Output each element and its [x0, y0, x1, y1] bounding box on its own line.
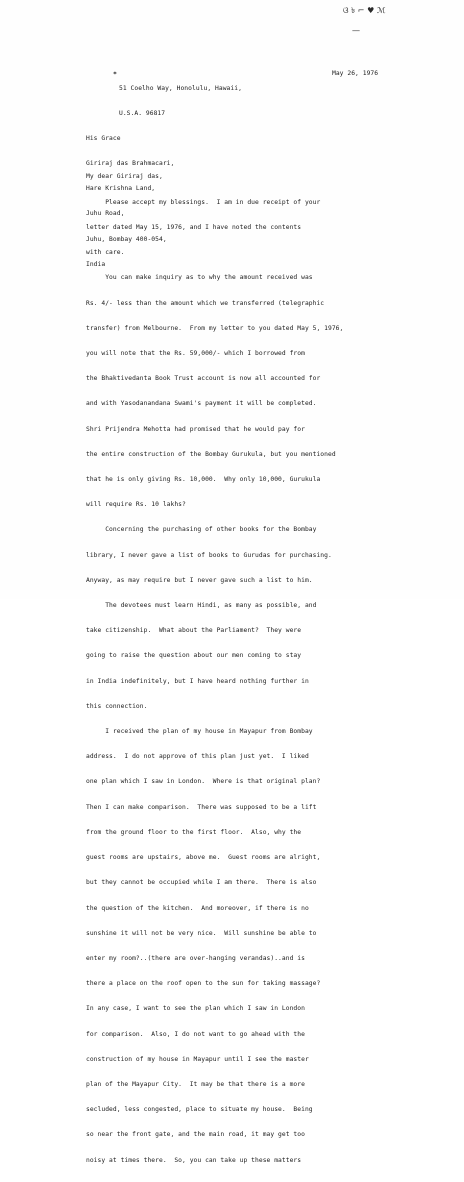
- body-line: address. I do not approve of this plan just yet. I liked: [86, 753, 309, 761]
- body-line: in India indefinitely, but I have heard nothing further in: [86, 677, 309, 685]
- body-line: you will note that the Rs. 59,000/- which I borrowed from: [86, 350, 305, 358]
- body-line: noisy at times there. So, you can take up these matters: [86, 1156, 302, 1164]
- recipient-line: Juhu, Bombay 400-054,: [86, 235, 167, 243]
- body-line: with care.: [86, 249, 125, 257]
- body-line: Rs. 4/- less than the amount which we transferred (telegraphic: [86, 299, 325, 307]
- recipient-line: Juhu Road,: [86, 210, 125, 218]
- body-line: Shri Prijendra Mehotta had promised that he would pay for: [86, 425, 305, 433]
- body-line: plan of the Mayapur City. It may be that there is a more: [86, 1080, 305, 1088]
- recipient-line: Giriraj das Brahmacari,: [86, 160, 175, 168]
- handwritten-corner-mark: ଓ ৳ ⌐ ♥ ℳ: [343, 6, 386, 15]
- body-line: library, I never gave a list of books to Gurudas for purchasing.: [86, 551, 332, 559]
- body-line: there a place on the roof open to the sun for taking massage?: [86, 980, 321, 988]
- sender-address-line: U.S.A. 96817: [119, 110, 166, 118]
- body-line: one plan which I saw in London. Where is that original plan?: [86, 778, 321, 786]
- body-line: The devotees must learn Hindi, as many as possible, and: [86, 602, 317, 610]
- body-line: transfer) from Melbourne. From my letter to you dated May 5, 1976,: [86, 324, 344, 332]
- body-line: that he is only giving Rs. 10,000. Why only 10,000, Gurukula: [86, 476, 321, 484]
- body-line: from the ground floor to the first floor. Also, why the: [86, 828, 302, 836]
- body-line: the entire construction of the Bombay Gurukula, but you mentioned: [86, 450, 336, 458]
- body-line: letter dated May 15, 1976, and I have noted the contents: [86, 224, 302, 232]
- sender-address-line: 51 Coelho Way, Honolulu, Hawaii,: [119, 84, 242, 92]
- recipient-line: India: [86, 260, 106, 268]
- body-line: secluded, less congested, place to situate my house. Being: [86, 1106, 313, 1114]
- letter-date: May 26, 1976: [332, 70, 379, 77]
- body-line: take citizenship. What about the Parliament? They were: [86, 627, 302, 635]
- body-line: I received the plan of my house in Mayapur from Bombay: [86, 728, 313, 736]
- body-line: You can make inquiry as to why the amount received was: [86, 274, 313, 282]
- header-bullet: *: [113, 70, 117, 78]
- body-line: so near the front gate, and the main road, it may get too: [86, 1131, 305, 1139]
- body-line: construction of my house in Mayapur until I see the master: [86, 1055, 309, 1063]
- body-line: for comparison. Also, I do not want to go ahead with the: [86, 1030, 305, 1038]
- handwritten-corner-dash: —: [352, 26, 361, 35]
- body-line: the Bhaktivedanta Book Trust account is now all accounted for: [86, 375, 321, 383]
- body-line: In any case, I want to see the plan which I saw in London: [86, 1005, 305, 1013]
- body-line: this connection.: [86, 702, 148, 710]
- body-line: Please accept my blessings. I am in due receipt of your: [86, 198, 321, 206]
- recipient-line: His Grace: [86, 134, 121, 142]
- body-line: but they cannot be occupied while I am there. There is also: [86, 879, 317, 887]
- body-line: and with Yasodanandana Swami's payment it will be completed.: [86, 400, 317, 408]
- letter-body: [86, 182, 343, 1182]
- body-line: the question of the kitchen. And moreover, if there is no: [86, 904, 309, 912]
- body-line: sunshine it will not be very nice. Will sunshine be able to: [86, 929, 317, 937]
- body-line: enter my room?..(there are over-hanging verandas)..and is: [86, 954, 305, 962]
- body-line: guest rooms are upstairs, above me. Guest rooms are alright,: [86, 854, 321, 862]
- body-line: Anyway, as may require but I never gave such a list to him.: [86, 576, 313, 584]
- body-line: Concerning the purchasing of other books for the Bombay: [86, 526, 317, 534]
- body-line: Then I can make comparison. There was supposed to be a lift: [86, 803, 317, 811]
- body-line: will require Rs. 10 lakhs?: [86, 501, 186, 509]
- body-line: going to raise the question about our men coming to stay: [86, 652, 302, 660]
- recipient-line: Hare Krishna Land,: [86, 185, 156, 193]
- salutation: My dear Giriraj das,: [86, 173, 163, 180]
